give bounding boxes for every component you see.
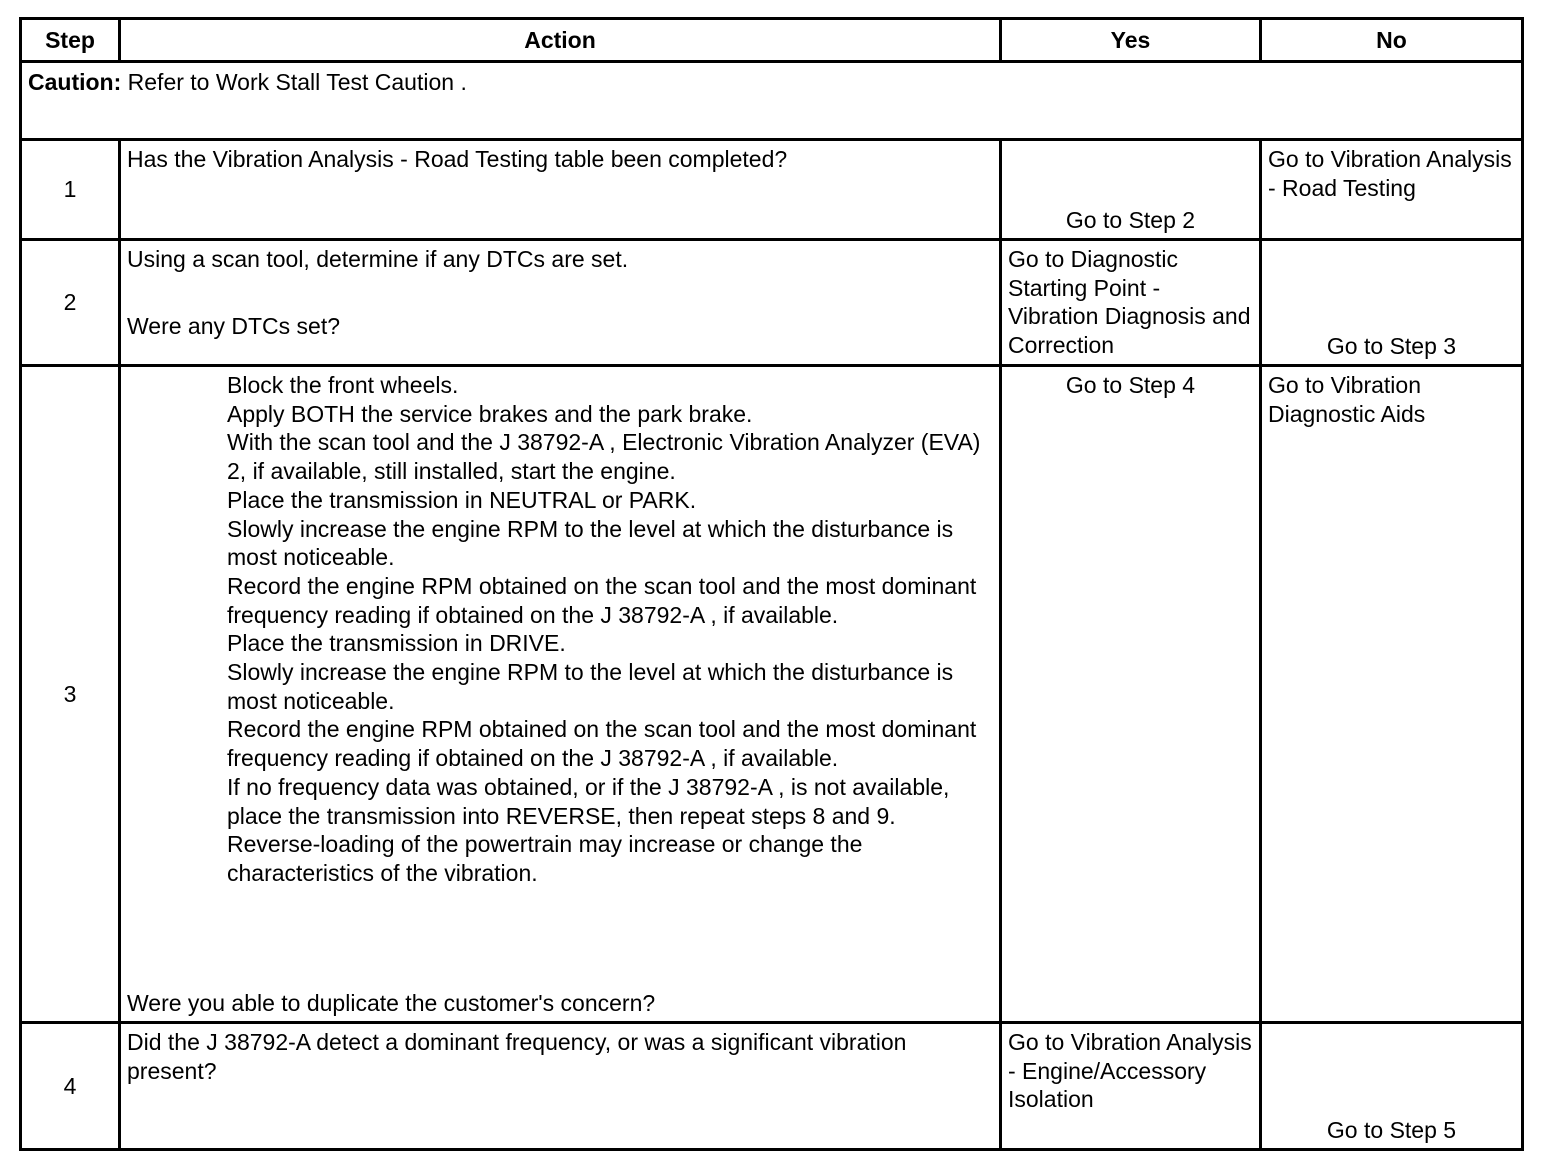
caution-cell — [21, 62, 1523, 140]
header-step: Step — [21, 19, 120, 62]
no-cell — [1261, 240, 1523, 366]
list-item: Place the transmission in DRIVE. — [227, 630, 566, 657]
list-item: Apply BOTH the service brakes and the park brake. — [227, 400, 753, 427]
list-item: With the scan tool and the J 38792-A , Electronic Vibration Analyzer (EVA) 2, if available, still installed, start the engine. — [227, 429, 981, 485]
action-cell — [120, 240, 1001, 366]
action-text: Did the J 38792-A detect a dominant frequency, or was a significant vibration present? — [127, 1029, 907, 1084]
action-cell — [120, 140, 1001, 240]
action-question: Were any DTCs set? — [127, 312, 341, 339]
step-number: 1 — [21, 140, 120, 240]
header-action: Action — [120, 19, 1001, 62]
table-row — [21, 140, 1523, 240]
no-result: Go to Step 3 — [1326, 333, 1457, 360]
diagnostic-table — [19, 17, 1524, 1151]
no-cell — [1261, 366, 1523, 1023]
no-result: Go to Step 5 — [1326, 1117, 1457, 1144]
list-item: Record the engine RPM obtained on the scan tool and the most dominant frequency reading if obtained on the J 38792-A , if available. — [227, 716, 977, 772]
table-row — [21, 240, 1523, 366]
yes-result: Go to Vibration Analysis - Engine/Accessory Isolation — [1008, 1029, 1252, 1113]
no-result: Go to Vibration Diagnostic Aids — [1268, 372, 1426, 427]
yes-cell — [1001, 240, 1261, 366]
list-item: Place the transmission in NEUTRAL or PARK. — [227, 486, 697, 513]
header-no: No — [1261, 19, 1523, 62]
header-yes: Yes — [1001, 19, 1261, 62]
yes-result: Go to Diagnostic Starting Point - Vibration Diagnosis and Correction — [1008, 246, 1251, 359]
yes-cell — [1001, 140, 1261, 240]
action-question: Were you able to duplicate the customer's concern? — [127, 990, 656, 1017]
no-result: Go to Vibration Analysis - Road Testing — [1268, 146, 1512, 201]
step-number: 2 — [21, 240, 120, 366]
action-cell — [120, 366, 1001, 1023]
no-cell — [1261, 1023, 1523, 1150]
caution-label: Caution: — [28, 69, 122, 95]
header-row — [21, 19, 1523, 62]
caution-text: Refer to Work Stall Test Caution . — [121, 69, 467, 95]
no-cell — [1261, 140, 1523, 240]
action-text: Has the Vibration Analysis - Road Testing table been completed? — [127, 146, 788, 172]
action-text: Using a scan tool, determine if any DTCs are set. — [127, 246, 629, 272]
step-number: 4 — [21, 1023, 120, 1150]
list-item: If no frequency data was obtained, or if the J 38792-A , is not available, place the transmission into REVERSE, then repeat steps 8 and 9. Reverse-loading of the powertrain may increase or change the characteristics of the vibration. — [227, 773, 950, 886]
yes-result: Go to Step 2 — [1065, 207, 1196, 234]
table-row — [21, 366, 1523, 1023]
yes-cell — [1001, 366, 1261, 1023]
action-cell — [120, 1023, 1001, 1150]
list-item: Slowly increase the engine RPM to the level at which the disturbance is most noticeable. — [227, 515, 954, 571]
yes-cell — [1001, 1023, 1261, 1150]
caution-row — [21, 62, 1523, 140]
procedure-list — [127, 371, 993, 888]
list-item: Record the engine RPM obtained on the scan tool and the most dominant frequency reading if obtained on the J 38792-A , if available. — [227, 572, 977, 628]
list-item: Slowly increase the engine RPM to the level at which the disturbance is most noticeable. — [227, 659, 954, 714]
yes-result: Go to Step 4 — [1065, 372, 1196, 398]
list-item: Block the front wheels. — [227, 372, 459, 398]
step-number: 3 — [21, 366, 120, 1023]
table-row — [21, 1023, 1523, 1150]
